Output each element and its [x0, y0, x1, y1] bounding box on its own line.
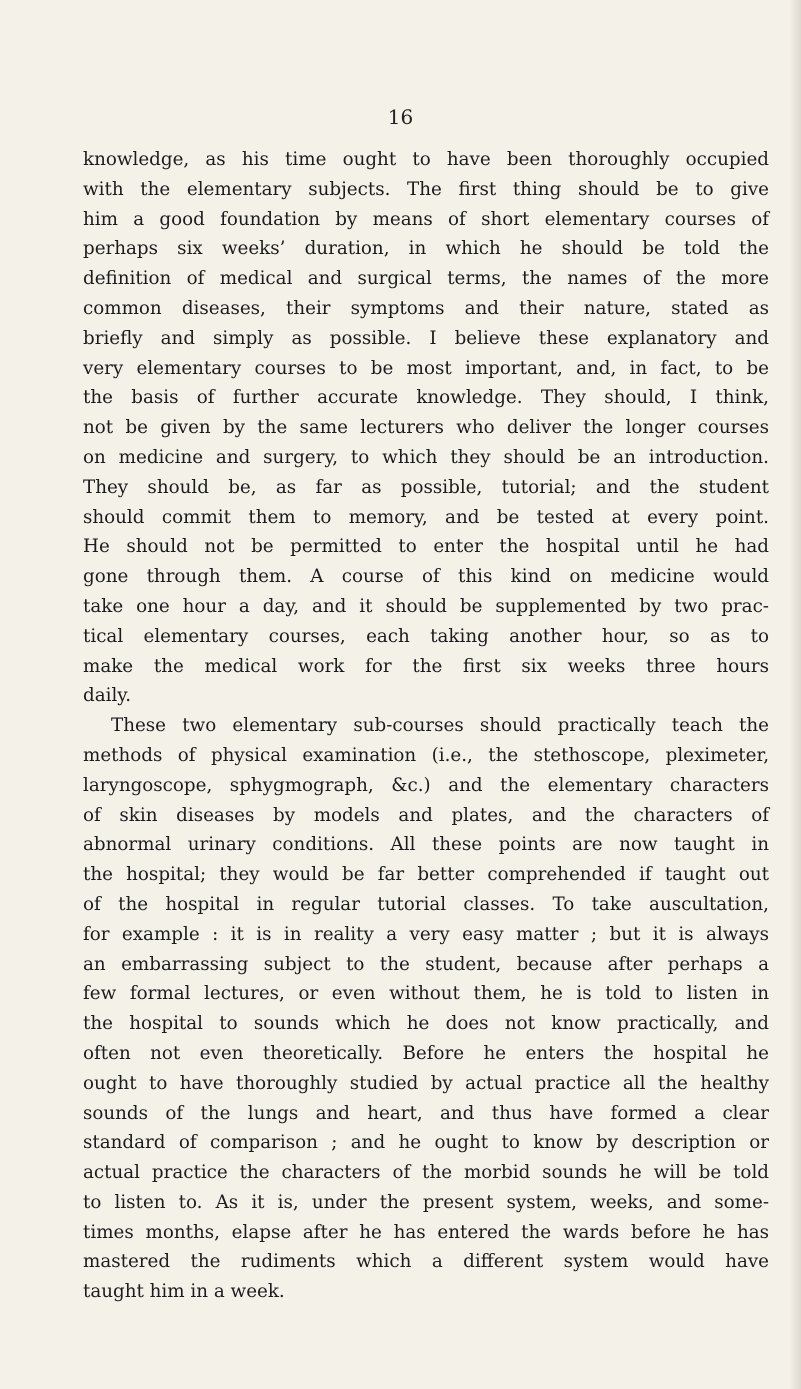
text-line: of skin diseases by models and plates, and the characters of — [83, 804, 769, 826]
text-line: for example : it is in reality a very easy matter ; but it is always — [83, 923, 769, 945]
text-line: They should be, as far as possible, tutorial; and the student — [83, 476, 769, 498]
text-line: times months, elapse after he has entered the wards before he has — [83, 1221, 769, 1243]
text-line: definition of medical and surgical terms, the names of the more — [83, 268, 769, 290]
text-line: He should not be permitted to enter the hospital until he had — [83, 536, 769, 558]
text-line: should commit them to memory, and be tested at every point. — [83, 506, 769, 528]
text-line: to listen to. As it is, under the present system, weeks, and some- — [83, 1191, 769, 1213]
text-line: ought to have thoroughly studied by actual practice all the healthy — [83, 1072, 769, 1094]
text-line: very elementary courses to be most important, and, in fact, to be — [83, 357, 769, 379]
text-line: with the elementary subjects. The first thing should be to give — [83, 178, 769, 200]
text-line: gone through them. A course of this kind on medicine would — [83, 566, 769, 588]
text-line: methods of physical examination (i.e., the stethoscope, pleximeter, — [83, 744, 769, 766]
text-line: few formal lectures, or even without them, he is told to listen in — [83, 983, 769, 1005]
text-line: mastered the rudiments which a different system would have — [83, 1251, 769, 1273]
text-line: him a good foundation by means of short elementary courses of — [83, 208, 769, 230]
text-line: not be given by the same lecturers who deliver the longer courses — [83, 417, 769, 439]
text-line: sounds of the lungs and heart, and thus have formed a clear — [83, 1102, 769, 1124]
page-edge-shadow — [789, 0, 801, 1389]
text-line: standard of comparison ; and he ought to know by description or — [83, 1132, 769, 1154]
text-line: the hospital to sounds which he does not know practically, and — [83, 1013, 769, 1035]
text-line: often not even theoretically. Before he enters the hospital he — [83, 1042, 769, 1064]
text-line: the basis of further accurate knowledge. They should, I think, — [83, 387, 769, 409]
text-line: taught him in a week. — [83, 1281, 285, 1303]
text-line: an embarrassing subject to the student, because after perhaps a — [83, 953, 769, 975]
text-line: make the medical work for the first six weeks three hours — [83, 655, 769, 677]
text-line: actual practice the characters of the morbid sounds he will be told — [83, 1162, 769, 1184]
text-line: abnormal urinary conditions. All these points are now taught in — [83, 834, 769, 856]
text-line: laryngoscope, sphygmograph, &c.) and the elementary characters — [83, 774, 769, 796]
text-line: on medicine and surgery, to which they should be an introduction. — [83, 446, 769, 468]
body-text — [83, 145, 769, 1307]
text-line: briefly and simply as possible. I believe these explanatory and — [83, 327, 769, 349]
page-number: 16 — [387, 105, 414, 129]
text-line: knowledge, as his time ought to have been thoroughly occupied — [83, 149, 769, 170]
text-line: take one hour a day, and it should be supplemented by two prac- — [83, 595, 769, 617]
text-line: These two elementary sub-courses should practically teach the — [111, 715, 769, 737]
text-line: tical elementary courses, each taking another hour, so as to — [83, 625, 769, 647]
text-line: perhaps six weeks’ duration, in which he should be told the — [83, 238, 769, 260]
text-line: common diseases, their symptoms and their nature, stated as — [83, 297, 769, 319]
text-line: the hospital; they would be far better comprehended if taught out — [83, 864, 769, 886]
text-line: daily. — [83, 685, 132, 707]
text-line: of the hospital in regular tutorial classes. To take auscultation, — [83, 893, 769, 915]
